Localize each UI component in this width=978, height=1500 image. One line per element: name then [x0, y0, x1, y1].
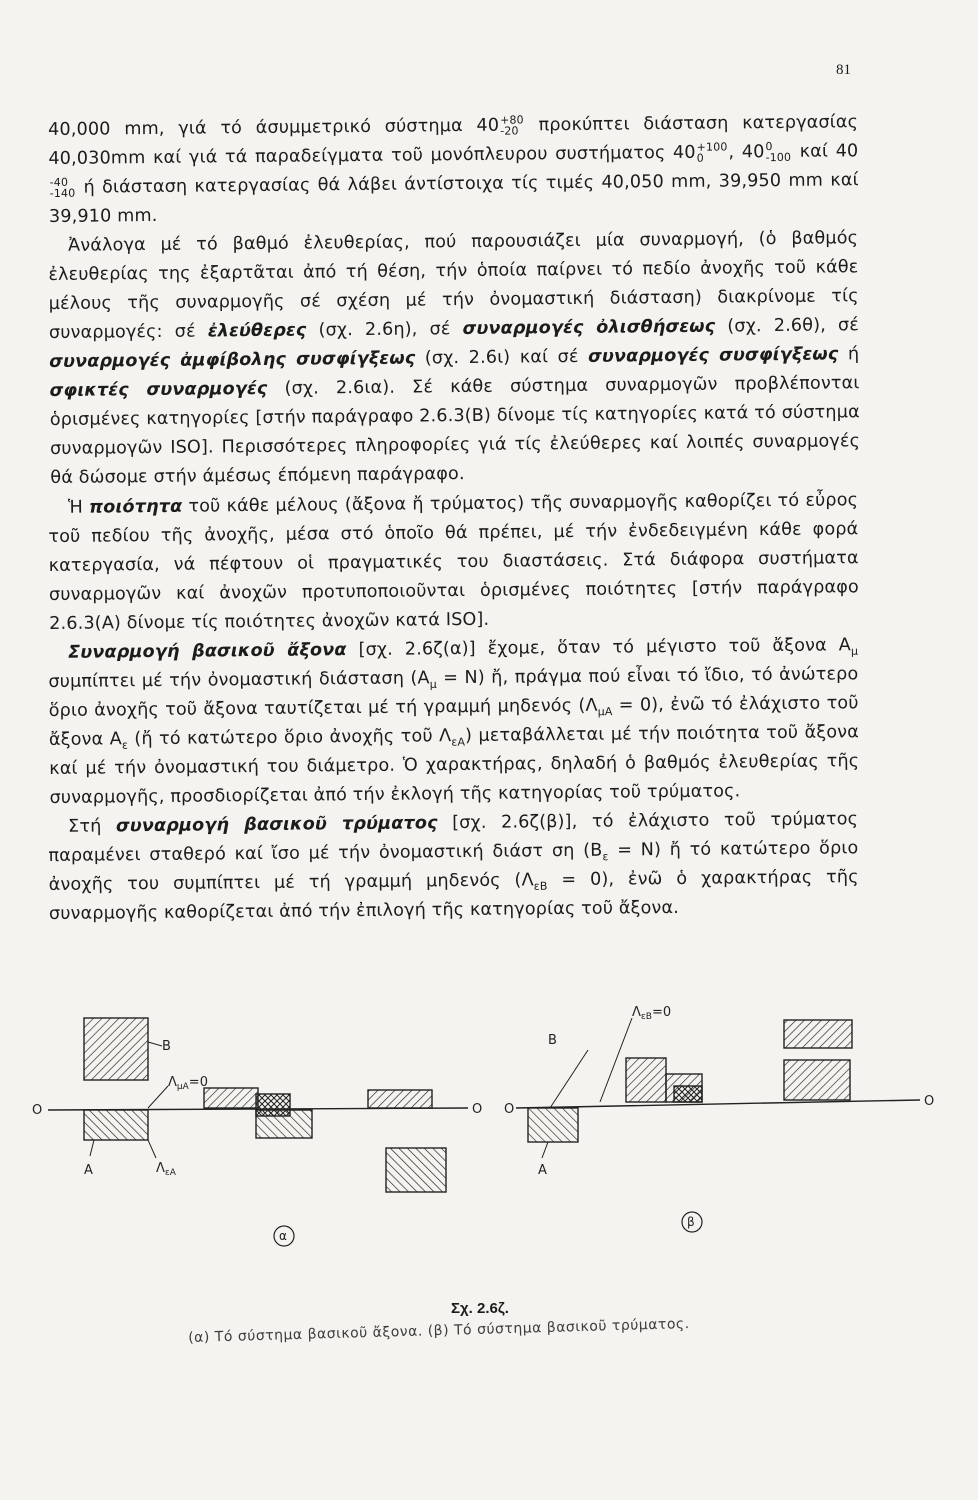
tolerance-2: +100 0 — [696, 140, 728, 165]
figure-2-6z — [28, 990, 948, 1250]
hole-zone-a2-upper — [204, 1088, 258, 1108]
label-O-right: O — [924, 1094, 935, 1109]
leader-eA — [148, 1140, 156, 1158]
hole-tolerance-zone-B — [84, 1018, 148, 1080]
shaft-zone-b2 — [626, 1058, 666, 1102]
overlap-zone-b2 — [674, 1086, 702, 1102]
leader-mu-A — [148, 1086, 168, 1108]
hole-zone-b1 — [528, 1108, 578, 1142]
label-B2: B — [548, 1033, 557, 1048]
shaft-zone-a3 — [368, 1090, 432, 1108]
label-A: A — [84, 1163, 93, 1178]
tolerance-4: -40 -140 — [49, 175, 76, 201]
leader-B — [148, 1042, 162, 1046]
panel-a-label: α — [279, 1229, 287, 1243]
paragraph-4: Συναρμογή βασικοῦ ἄξονα [σχ. 2.6ζ(α)] ἔχομε, ὅταν τό μέγιστο τοῦ ἄξονα $A_\mu$ συμπίπτει μέ τήν ὀνομαστική διάσταση $(A_\mu = N)$ ἤ, πράγμα πού εἶναι τό ἴδιο, τό ἀνώτερο ὅριο ἀνοχῆς τοῦ ἄξονα ταυτίζεται μέ τή γραμμή μηδενός $(\Lambda_{\mu A} = 0)$, ἐνῶ τό ἐλάχιστο τοῦ ἄξονα $A_\varepsilon$ (ἤ τό κατώτερο ὅριο ἀνοχῆς τοῦ $\Lambda_{\varepsilon A}$) μεταβάλλεται μέ τήν ποιότητα τοῦ ἄξονα καί μέ τήν ὀνομαστική του διάμετρο. Ὁ χαρακτήρας, δηλαδή ὁ βαθμός ἐλευθερίας τῆς συναρμογῆς, προσδιορίζεται ἀπό τήν ἐκλογή τῆς κατηγορίας τοῦ τρύματος. — [48, 635, 860, 809]
paragraph-3: Ἡ ποιότητα τοῦ κάθε μέλους (ἄξονα ἤ τρύματος) τῆς συναρμογῆς καθορίζει τό εὖρος τοῦ πεδίου τῆς ἀνοχῆς, μέσα στό ὁποῖο θά πρέπει, μέ τήν ἐνδεδειγμένη κάθε φορά κατεργασία, νά πέφτουν οἱ πραγματικές του διαστάσεις. Στά διάφορα συστήματα συναρμογῶν καί ἀνοχῶν προτυποποιοῦνται ὁρισμένες ποιότητες [στήν παράγραφο 2.6.3(Α) δίνομε τίς ποιότητες ἀνοχῶν κατά ISO]. — [48, 489, 860, 634]
hole-zone-b3 — [784, 1060, 850, 1100]
panel-a-diagram — [48, 1018, 468, 1246]
tolerance-1: +80 -20 — [500, 113, 524, 138]
paragraph-1: 40,000 mm, γιά τό άσυμμετρικό σύστημα 40 +80 -20 προκύπτει διάσταση κατεργασίας 40,030mm καί γιά τά παραδείγματα τοῦ μονόπλευρου συστήματος 40 +100 0 , 40 0 -100 καί 40 -40 -140 ή διάσταση κατεργασίας θά λάβει άντίστοιχα τίς τιμές 40,050 mm, 39,950 mm καί 39,910 mm. — [48, 112, 859, 228]
label-eA: $\Lambda_{\varepsilon A}$ — [156, 1161, 176, 1178]
leader-A2 — [542, 1142, 548, 1158]
tolerance-3: 0 -100 — [765, 140, 792, 165]
zero-line-b — [516, 1100, 920, 1108]
label-mu-A: $\Lambda_{\mu A}=0$ — [168, 1075, 208, 1092]
shaft-tolerance-zone-A — [84, 1110, 148, 1140]
leader-B2 — [550, 1050, 588, 1108]
label-O-mid: O — [472, 1102, 483, 1117]
leader-A — [90, 1140, 94, 1156]
label-A2: A — [538, 1163, 547, 1178]
label-O-b-left: O — [504, 1102, 515, 1117]
hole-zone-a3 — [386, 1148, 446, 1192]
fit-system-diagram — [28, 990, 948, 1250]
panel-b-diagram — [516, 1018, 920, 1232]
paragraph-2: Ἀνάλογα μέ τό βαθμό ἐλευθερίας, πού παρουσιάζει μία συναρμογή, (ὁ βαθμός ἐλευθερίας της ἐξαρτᾶται ἀπό τή θέση, τήν ὁποία παίρνει τό πεδίο ἀνοχῆς τοῦ κάθε μέλους τῆς συναρμογῆς σέ σχέση μέ τήν ὀνομαστική διάσταση) διακρίνομε τίς συναρμογές: σέ ἐλεύθερες (σχ. 2.6η), σέ συναρμογές ὀλισθήσεως (σχ. 2.6θ), σέ συναρμογές ἀμφίβολης συσφίγξεως (σχ. 2.6ι) καί σέ συναρμογές συσφίγξεως ή σφικτές συναρμογές (σχ. 2.6ια). Σέ κάθε σύστημα συναρμογῶν προβλέπονται ὁρισμένες κατηγορίες [στήν παράγραφο 2.6.3(Β) δίνομε τίς κατηγορίες κατά τό σύστημα συναρμογῶν ISO]. Περισσότερες πληροφορίες γιά τίς ἐλεύθερες καί λοιπές συναρμογές θά δώσομε στήν άμέσως έπόμενη παράγραφο. — [48, 228, 861, 489]
label-eB: $\Lambda_{\varepsilon B}=0$ — [632, 1005, 672, 1022]
panel-b-label: β — [687, 1215, 695, 1229]
figure-caption-number: Σχ. 2.6ζ. — [451, 1300, 509, 1317]
shaft-zone-b3-upper — [784, 1020, 852, 1048]
page-number: 81 — [836, 62, 851, 78]
paragraph-5: Στή συναρμογή βασικοῦ τρύματος [σχ. 2.6ζ(β)], τό ἐλάχιστο τοῦ τρύματος παραμένει σταθερό καί ἴσο μέ τήν ὀνομαστική διάστ ση $(B_\varepsilon = N)$ ἤ τό κατώτερο ὅριο ἀνοχῆς του συμπίπτει μέ τή γραμμή μηδενός $(\Lambda_{\varepsilon B} = 0)$, ἐνῶ ὁ χαρακτήρας τῆς συναρμογῆς καθορίζεται ἀπό τήν ἐπιλογή τῆς κατηγορίας τοῦ ἄξονα. — [48, 809, 859, 925]
figure-caption-text: (α) Τό σύστημα βασικοῦ ἄξονα. (β) Τό σύστημα βασικοῦ τρύματος. — [188, 1315, 690, 1346]
label-O-left: O — [32, 1103, 43, 1118]
shaft-zone-a2 — [256, 1110, 312, 1138]
body-text — [48, 112, 861, 929]
label-B: B — [162, 1039, 171, 1054]
